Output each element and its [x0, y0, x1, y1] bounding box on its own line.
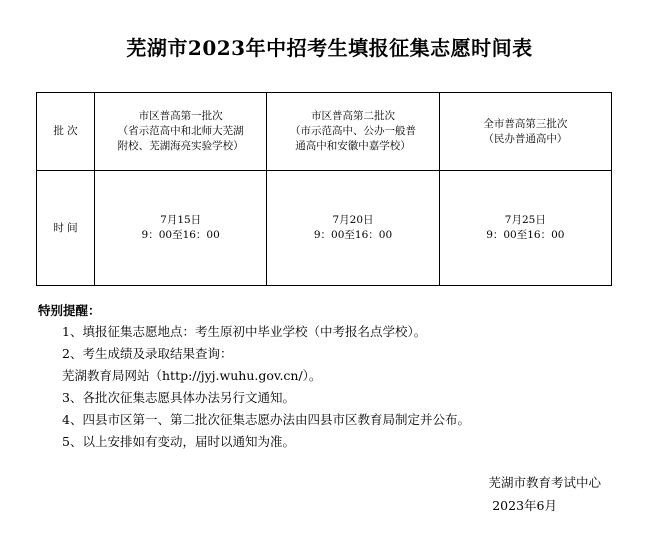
batch-cell-2: [267, 93, 439, 171]
note-item-2: 2、考生成绩及录取结果查询：: [62, 346, 233, 361]
batch-3-line-2: （民办普通高中）: [483, 132, 568, 145]
notes-heading: 特别提醒：: [38, 303, 101, 318]
time-cell-1: [95, 171, 267, 286]
batch-cell-1: [95, 93, 267, 171]
batch-3-line-1: 全市普高第三批次: [483, 117, 568, 130]
table-row-batch: [37, 93, 612, 171]
note-item-website: 芜湖教育局网站（http://jyj.wuhu.gov.cn/）。: [62, 368, 322, 383]
note-item-3: 3、各批次征集志愿具体办法另行文通知。: [62, 390, 295, 405]
batch-2-line-3: 通高中和安徽中嘉学校）: [295, 140, 411, 152]
footer-date: 2023年6月: [492, 498, 557, 513]
batch-2-line-2: （市示范高中、公办一般普: [289, 125, 416, 137]
batch-1-line-1: 市区普高第一批次: [138, 110, 223, 122]
notes-section: [38, 301, 618, 453]
time-1-date: 7月15日: [160, 214, 202, 226]
page-title: 芜湖市2023年中招考生填报征集志愿时间表: [126, 36, 533, 60]
time-2-hours: 9：00至16：00: [313, 229, 393, 241]
table-row-time: [37, 171, 612, 286]
time-3-hours: 9：00至16：00: [486, 229, 565, 241]
time-3-date: 7月25日: [504, 214, 546, 226]
note-item-5: 5、以上安排如有变动，届时以通知为准。: [62, 434, 295, 449]
row-label-time: 时 间: [37, 171, 95, 286]
footer-signature: [488, 471, 601, 517]
batch-cell-3: [439, 93, 611, 171]
batch-2-line-1: 市区普高第二批次: [310, 110, 395, 122]
time-2-date: 7月20日: [332, 214, 374, 226]
time-cell-3: [439, 171, 611, 286]
batch-1-line-2: （省示范高中和北师大芜湖: [117, 125, 244, 137]
note-item-1: 1、填报征集志愿地点：考生原初中毕业学校（中考报名点学校）。: [62, 324, 427, 339]
time-1-hours: 9：00至16：00: [141, 229, 220, 241]
batch-1-line-3: 附校、芜湖海亮实验学校）: [117, 140, 244, 152]
note-item-4: 4、四县市区第一、第二批次征集志愿办法由四县市区教育局制定并公布。: [62, 412, 470, 427]
footer-org: 芜湖市教育考试中心: [488, 475, 601, 490]
schedule-table: [36, 92, 612, 286]
row-label-batch: 批 次: [37, 93, 95, 171]
time-cell-2: [267, 171, 439, 286]
